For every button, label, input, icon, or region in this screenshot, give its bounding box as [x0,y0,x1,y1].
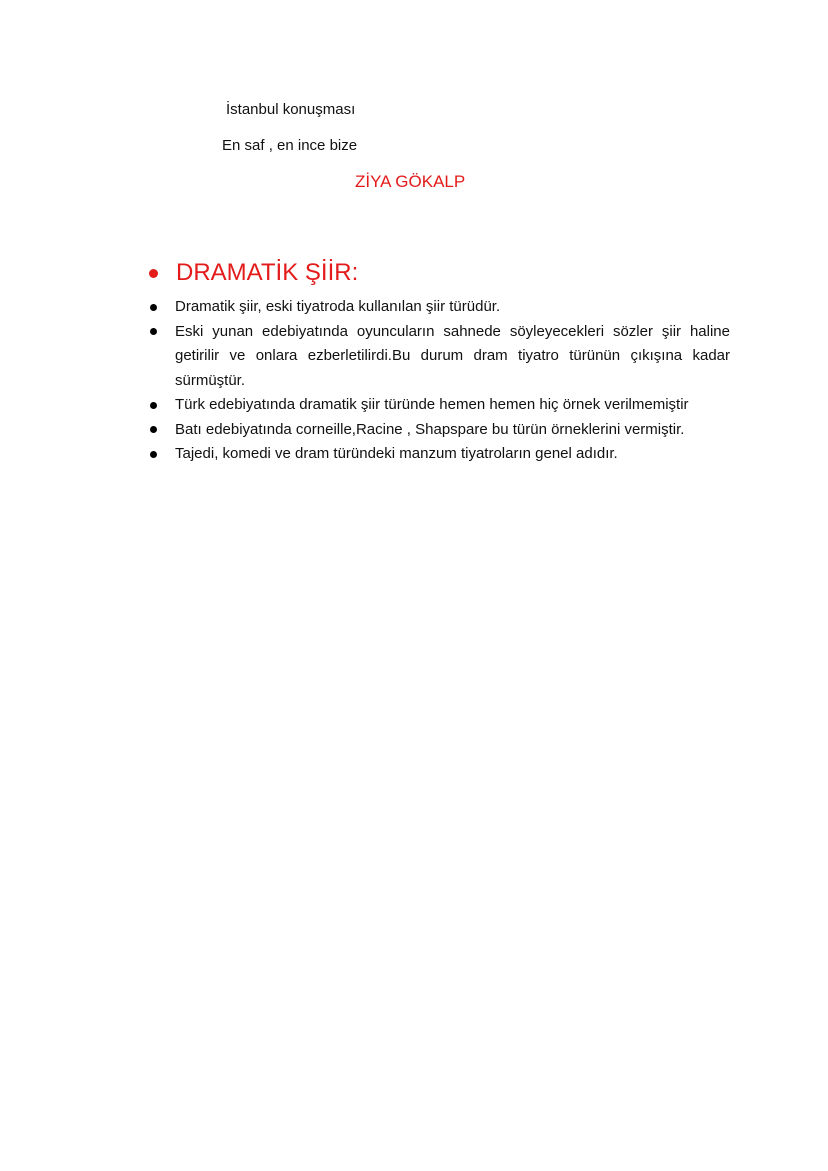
poem-author: ZİYA GÖKALP [355,172,466,191]
list-item [148,393,730,418]
bullet-list [148,295,730,467]
list-item [148,295,730,320]
poem-line-1: İstanbul konuşması [226,101,356,118]
heading-bullet-icon [149,269,158,278]
bullet-icon [150,304,157,311]
bullet-icon [150,328,157,335]
list-item-text: Batı edebiyatında corneille,Racine , Shapspare bu türün örneklerini vermiştir. [175,420,685,438]
section-heading-row [148,258,358,288]
bullet-icon [150,402,157,409]
list-item-text: Tajedi, komedi ve dram türündeki manzum tiyatroların genel adıdır. [175,445,618,462]
list-item-text: Türk edebiyatında dramatik şiir türünde hemen hemen hiç örnek verilmemiştir [175,396,689,413]
bullet-icon [150,426,157,433]
list-item [148,320,730,394]
list-item [148,418,730,443]
bullet-icon [150,451,157,458]
list-item-text: Eski yunan edebiyatında oyuncuların sahnede söyleyecekleri sözler şiir haline getirilir ve onlara ezberletilirdi.Bu durum dram tiyatro türünün çıkışına kadar sürmüştür. [175,322,730,389]
list-item-text: Dramatik şiir, eski tiyatroda kullanılan şiir türüdür. [175,298,501,315]
poem-line-2: En saf , en ince bize [222,137,358,154]
section-heading: DRAMATİK ŞİİR: [176,259,359,286]
list-item [148,442,730,467]
